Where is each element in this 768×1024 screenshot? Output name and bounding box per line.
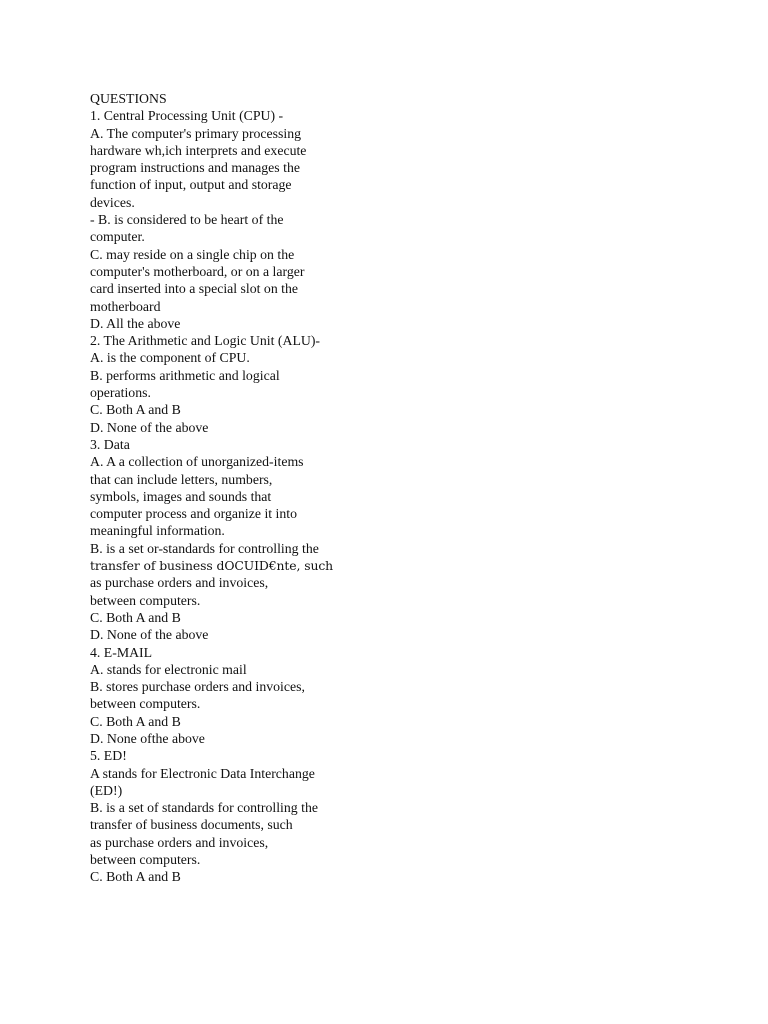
question-1-option-a-line-3: program instructions and manages the bbox=[90, 160, 300, 176]
question-2-option-a: A. is the component of CPU. bbox=[90, 350, 250, 366]
question-5-title: 5. ED! bbox=[90, 748, 127, 764]
question-2-option-d: D. None of the above bbox=[90, 419, 209, 435]
question-1-option-a-line-2: hardware wh,ich interprets and execute bbox=[90, 142, 307, 158]
question-4-option-d: D. None ofthe above bbox=[90, 730, 205, 746]
question-3-option-a-line-1: A. A a collection of unorganized-items bbox=[90, 454, 304, 470]
question-1-option-c-line-2: computer's motherboard, or on a larger bbox=[90, 263, 305, 279]
question-3-title: 3. Data bbox=[90, 436, 130, 452]
question-1-option-d: D. All the above bbox=[90, 315, 181, 331]
question-5-option-a-line-2: (ED!) bbox=[90, 782, 123, 798]
question-4-title: 4. E-MAIL bbox=[90, 644, 153, 660]
question-1-option-c-line-3: card inserted into a special slot on the bbox=[90, 281, 299, 297]
question-1-title: 1. Central Processing Unit (CPU) - bbox=[90, 108, 284, 124]
question-4-option-b-line-2: between computers. bbox=[90, 696, 201, 712]
question-5-option-b-line-2: transfer of business documents, such bbox=[90, 817, 293, 833]
document-heading: QUESTIONS bbox=[90, 91, 167, 106]
question-5-option-c: C. Both A and B bbox=[90, 869, 181, 885]
question-3-option-b-line-3: as purchase orders and invoices, bbox=[90, 575, 269, 591]
question-1-option-a-line-4: function of input, output and storage bbox=[90, 177, 292, 193]
question-1-option-b-line-1: - B. is considered to be heart of the bbox=[90, 212, 284, 228]
question-1-option-a-line-5: devices. bbox=[90, 194, 135, 210]
question-3-option-a-line-3: symbols, images and sounds that bbox=[90, 488, 272, 504]
question-3-option-b-line-4: between computers. bbox=[90, 592, 201, 608]
question-5-option-b-line-4: between computers. bbox=[90, 852, 201, 868]
question-3-option-b-line-2: transfer of business dOCUID€nte, such bbox=[90, 558, 334, 574]
question-1-option-c-line-4: motherboard bbox=[90, 298, 161, 314]
question-4-option-a: A. stands for electronic mail bbox=[90, 661, 247, 677]
question-3-option-a-line-2: that can include letters, numbers, bbox=[90, 471, 273, 487]
question-2-option-b-line-2: operations. bbox=[90, 385, 151, 401]
question-4-option-b-line-1: B. stores purchase orders and invoices, bbox=[90, 679, 305, 695]
question-2-title: 2. The Arithmetic and Logic Unit (ALU)- bbox=[90, 333, 321, 349]
question-3-option-a-line-5: meaningful information. bbox=[90, 523, 225, 539]
question-4-option-c: C. Both A and B bbox=[90, 713, 181, 729]
question-5-option-b-line-1: B. is a set of standards for controlling the bbox=[90, 800, 318, 816]
question-3-option-c: C. Both A and B bbox=[90, 609, 181, 625]
question-1-option-b-line-2: computer. bbox=[90, 229, 145, 245]
question-5-option-a-line-1: A stands for Electronic Data Interchange bbox=[90, 765, 315, 781]
question-1-option-a-line-1: A. The computer's primary processing bbox=[90, 125, 302, 141]
question-5-option-b-line-3: as purchase orders and invoices, bbox=[90, 834, 269, 850]
question-1-option-c-line-1: C. may reside on a single chip on the bbox=[90, 246, 295, 262]
question-3-option-a-line-4: computer process and organize it into bbox=[90, 506, 298, 522]
question-2-option-c: C. Both A and B bbox=[90, 402, 181, 418]
question-2-option-b-line-1: B. performs arithmetic and logical bbox=[90, 367, 280, 383]
question-3-option-b-line-1: B. is a set or-standards for controlling the bbox=[90, 540, 319, 556]
document-page bbox=[90, 90, 360, 886]
question-3-option-d: D. None of the above bbox=[90, 627, 209, 643]
